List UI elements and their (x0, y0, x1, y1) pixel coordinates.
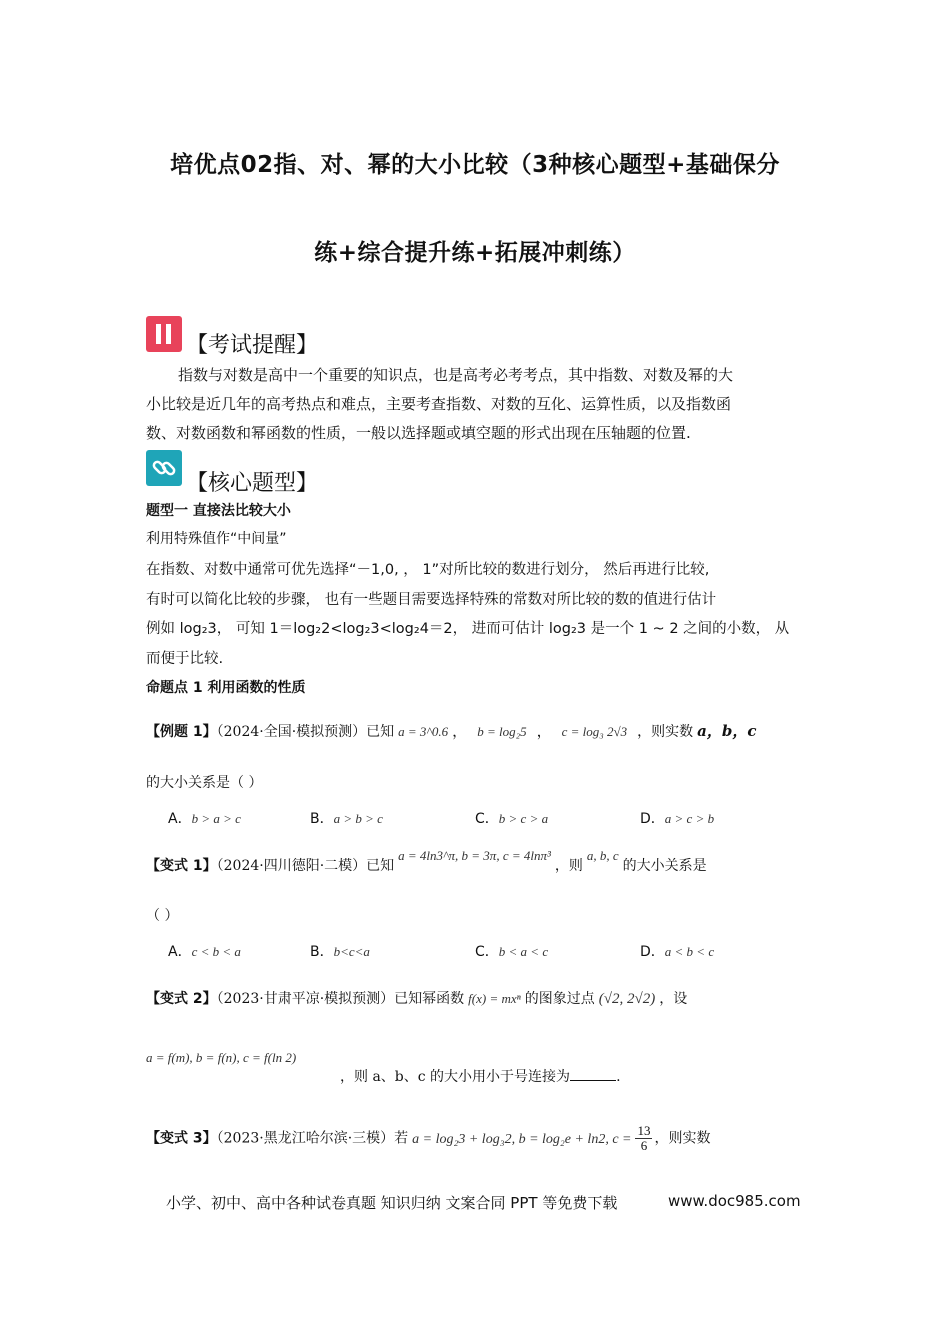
explanation-line: 有时可以简化比较的步骤， 也有一些题目需要选择特殊的常数对所比较的数的值进行估计 (146, 591, 717, 608)
example-1-stem: 【例题 1】（2024·全国·模拟预测）已知 a = 3^0.6 ， b = log₂5 ， c = log₃ 2√3 ，则实数 a，b，c (146, 722, 757, 740)
option-d: D．a < b < c (640, 944, 715, 960)
variant-source: （2023·黑龙江哈尔滨·三模）若 (216, 1130, 409, 1147)
explanation-line: 而便于比较. (146, 650, 224, 667)
variant-2-stem-line2: ，则 a、b、c 的大小用小于号连接为 . (340, 1066, 621, 1086)
footer-link[interactable]: www.doc985.com (668, 1192, 801, 1210)
pause-icon (146, 316, 182, 352)
example-source: （2024·全国·模拟预测）已知 (216, 724, 395, 740)
paragraph-line: 小比较是近几年的高考热点和难点，主要考查指数、对数的互化、运算性质，以及指数函 (146, 395, 732, 413)
variant-source: （2024·四川德阳·二模）已知 (216, 858, 395, 874)
page-title-line-1: 培优点02指、对、幂的大小比较（3种核心题型+基础保分 (170, 152, 780, 178)
example-tail: ，则实数 (637, 724, 694, 740)
expr-b: b = log₂5 (477, 724, 527, 739)
reminder-paragraph (146, 361, 812, 448)
option-a: A．c < b < a (168, 944, 241, 960)
variant-2-point: (√2, 2√2) (598, 991, 656, 1007)
type1-heading: 题型一 直接法比较大小 (146, 503, 291, 519)
variant-1-vars: a, b, c (586, 848, 619, 863)
footer-text: 小学、初中、高中各种试卷真题 知识归纳 文案合同 PPT 等免费下载 (166, 1194, 618, 1212)
section-title-reminder: 【考试提醒】 (186, 333, 319, 358)
variant-source: （2023·甘肃平凉·模拟预测）已知幂函数 (216, 991, 465, 1007)
fraction: $\frac{13}{6}$ (637, 1123, 651, 1153)
expr-c: c = log₃ 2√3 (561, 724, 628, 739)
variant-3-expr: a = log₂3 + log₃2, b = log₂e + ln2, c = (412, 1131, 632, 1147)
link-icon (146, 450, 182, 486)
option-c: C．b > c > a (475, 811, 549, 827)
paragraph-line: 数、对数函数和幂函数的性质，一般以选择题或填空题的形式出现在压轴题的位置. (146, 424, 691, 442)
variant-label: 【变式 2】 (146, 991, 217, 1007)
type1-explanation (146, 556, 826, 674)
example-vars: a，b，c (697, 722, 757, 740)
variant-1-stem: 【变式 1】（2024·四川德阳·二模）已知a = 4ln3^π, b = 3π, c = 4lnπ³，则a, b, c的大小关系是 (146, 848, 707, 874)
variant-label: 【变式 1】 (146, 858, 217, 874)
variant-1-stem-line2: （ ） (146, 908, 179, 924)
example-label: 【例题 1】 (146, 724, 217, 740)
option-b: B．a > b > c (310, 811, 383, 827)
section-title-core: 【核心题型】 (186, 471, 319, 496)
variant-2-func: f(x) = mxⁿ (468, 991, 521, 1006)
variant-label: 【变式 3】 (146, 1130, 217, 1147)
explanation-line: 例如 log₂3， 可知 1＝log₂2<log₂3<log₂4＝2， 进而可估计 log₂3 是一个 1 ~ 2 之间的小数， 从 (146, 621, 790, 637)
option-d: D．a > c > b (640, 811, 715, 827)
variant-1-expr: a = 4ln3^π, b = 3π, c = 4lnπ³ (398, 848, 551, 863)
expr-a: a = 3^0.6 (398, 724, 449, 739)
option-a: A．b > a > c (168, 811, 241, 827)
proposition-point-1: 命题点 1 利用函数的性质 (146, 680, 306, 696)
answer-blank[interactable] (570, 1066, 616, 1081)
type1-subheading: 利用特殊值作“中间量” (146, 531, 287, 547)
variant-3-stem: 【变式 3】（2023·黑龙江哈尔滨·三模）若 a = log₂3 + log₃2, b = log₂e + ln2, c = $\frac{13}{6}$ ，则实数 (146, 1123, 711, 1153)
variant-2-expr2: a = f(m), b = f(n), c = f(ln 2) (146, 1050, 297, 1065)
page-title-line-2: 练+综合提升练+拓展冲刺练） (314, 240, 636, 266)
option-c: C．b < a < c (475, 944, 549, 960)
option-b: B．b<c<a (310, 944, 370, 960)
variant-2-stem: 【变式 2】（2023·甘肃平凉·模拟预测）已知幂函数 f(x) = mxⁿ 的图象过点 (√2, 2√2) ，设 (146, 991, 688, 1007)
example-1-stem-line2: 的大小关系是（ ） (146, 775, 263, 791)
paragraph-line: 指数与对数是高中一个重要的知识点，也是高考必考考点，其中指数、对数及幂的大 (178, 366, 734, 384)
explanation-line: 在指数、对数中通常可优先选择“－1,0, ， 1”对所比较的数进行划分， 然后再进行比较, (146, 562, 710, 578)
